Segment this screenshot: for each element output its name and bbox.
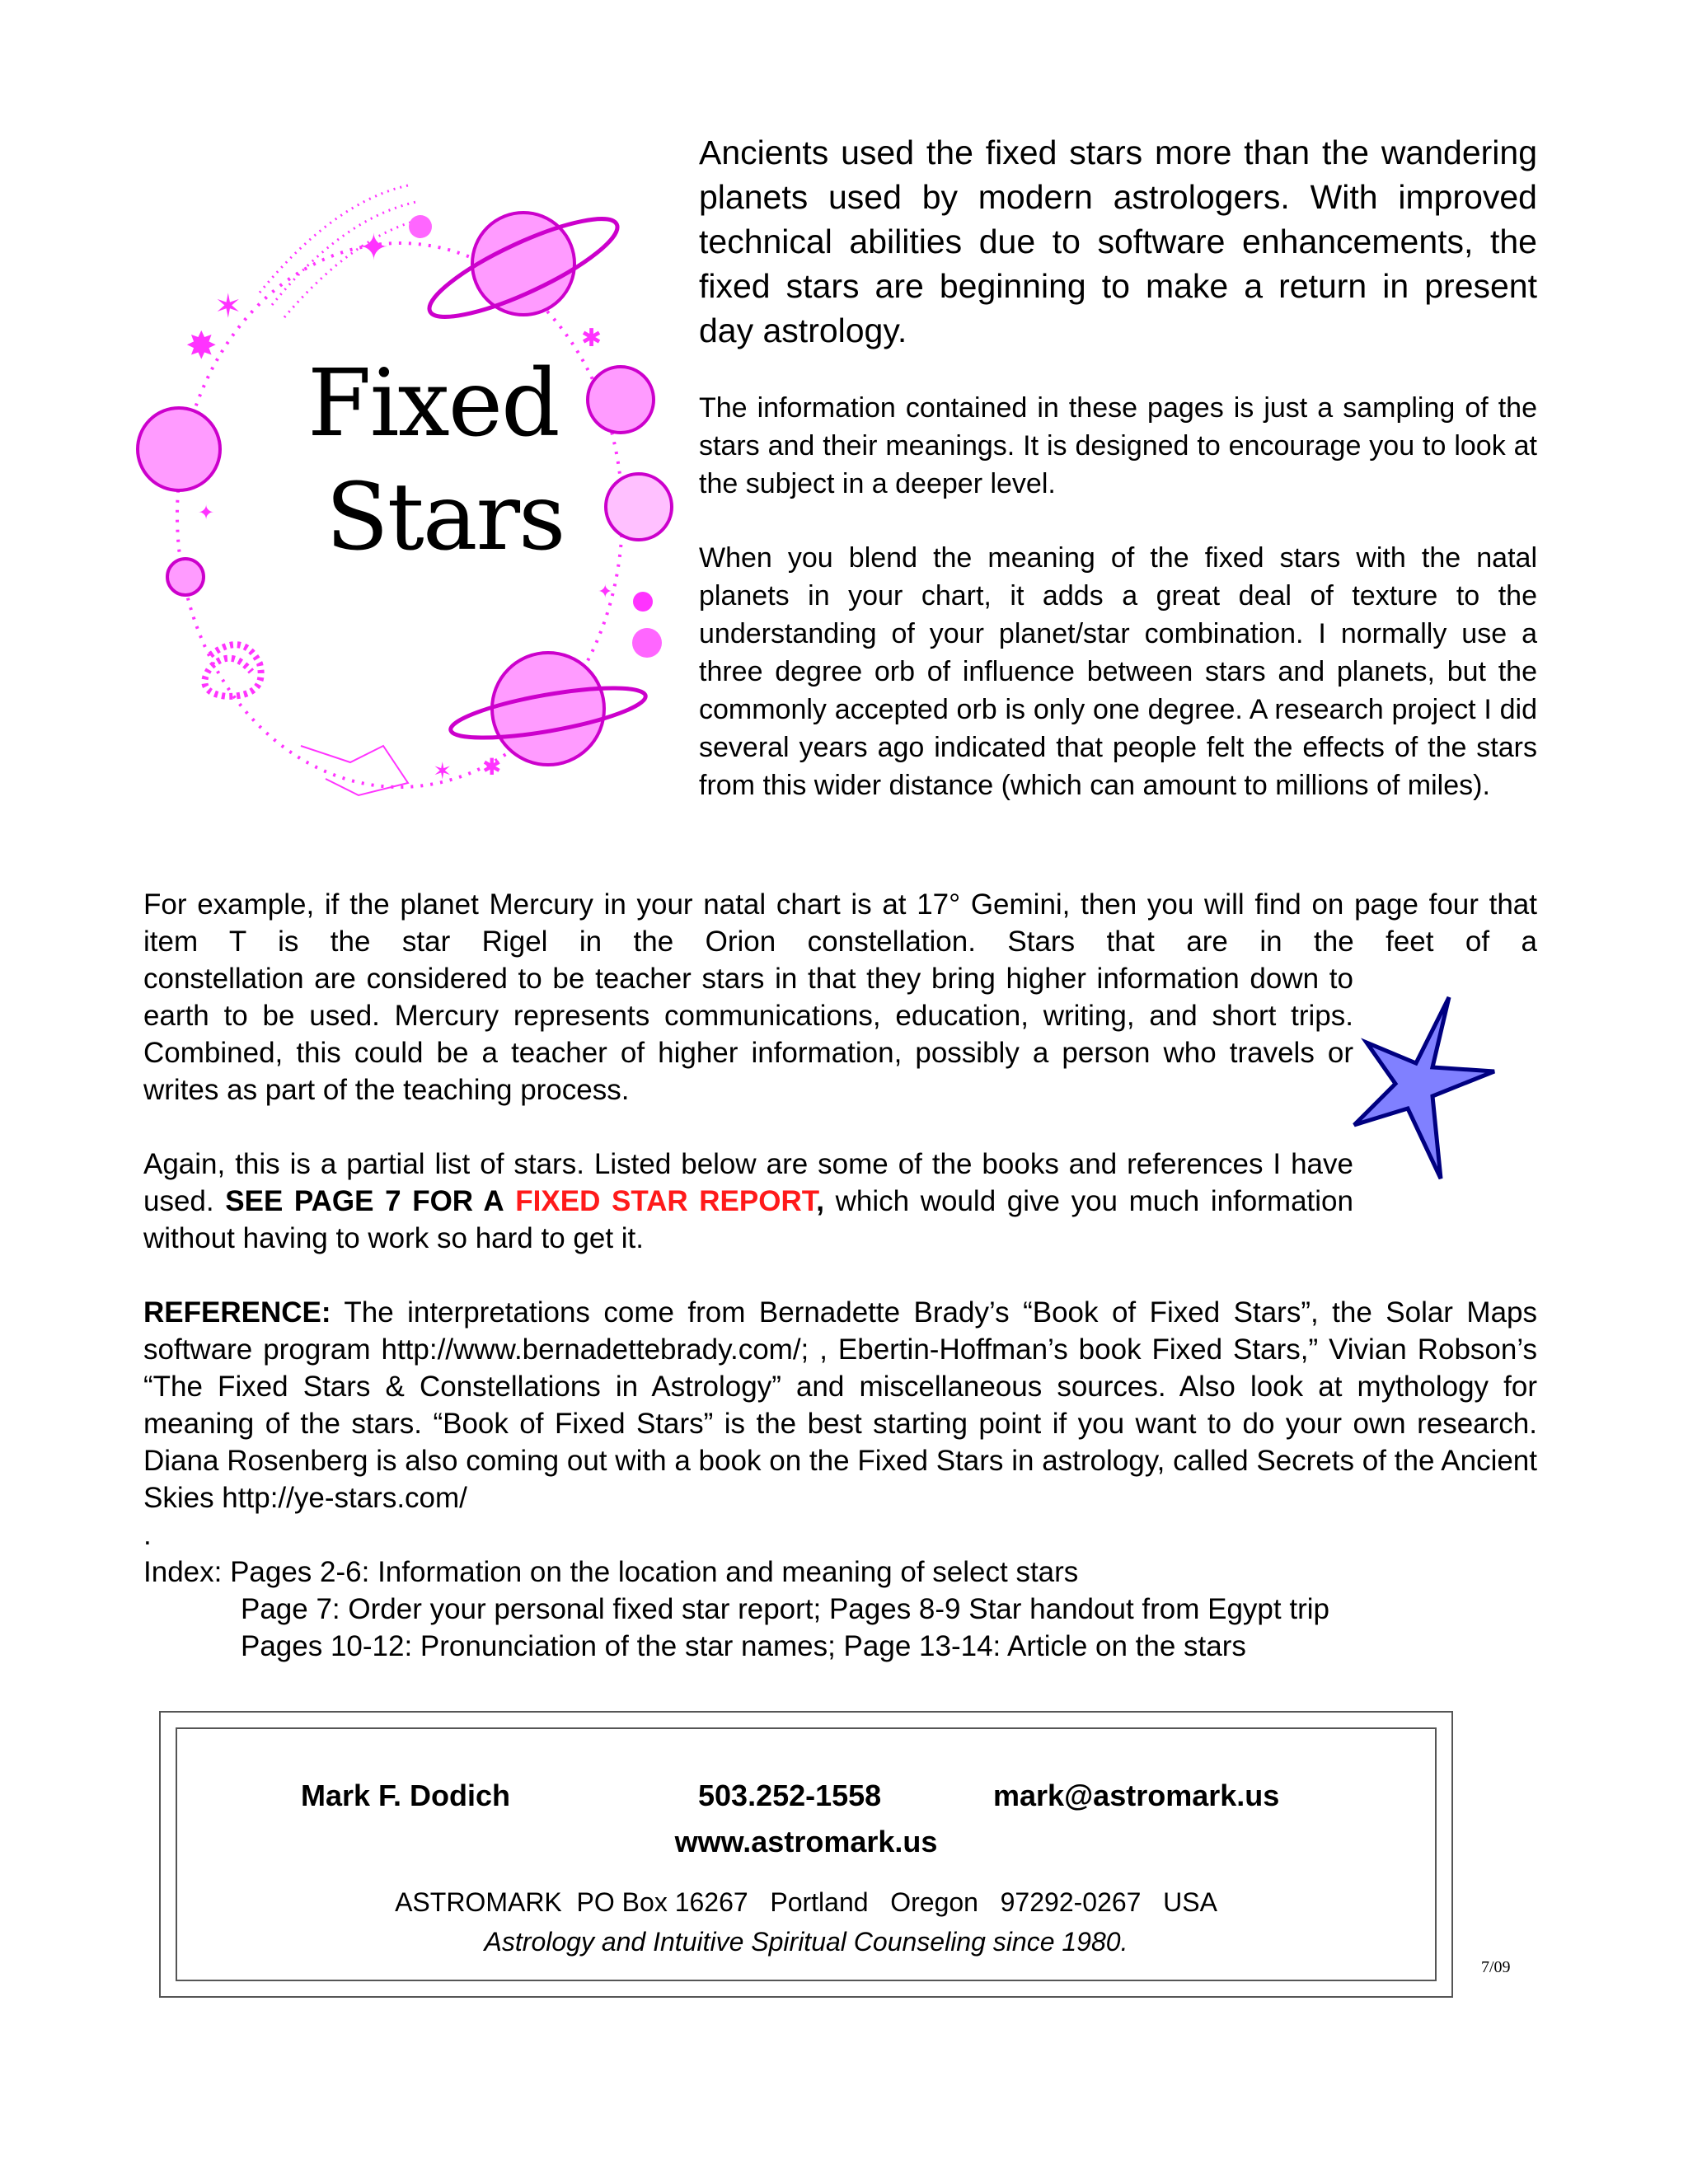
star-icon: ✦ bbox=[359, 227, 389, 268]
fixed-stars-logo bbox=[136, 169, 680, 820]
contact-email[interactable]: mark@astromark.us bbox=[993, 1779, 1280, 1812]
contact-box bbox=[159, 1711, 1453, 1998]
contact-tagline: Astrology and Intuitive Spiritual Counseling since 1980. bbox=[484, 1927, 1128, 1957]
contact-box-inner bbox=[176, 1727, 1437, 1981]
index-row-3: Pages 10-12: Pronunciation of the star names; Page 13-14: Article on the stars bbox=[241, 1630, 1246, 1662]
reference-text: The interpretations come from Bernadette Brady’s “Book of Fixed Stars”, the Solar Maps software program http://www.bernadettebrady.com/; , Ebertin-Hoffman’s book Fixed Stars,” Vivian Robson’s “The Fixed Stars & Constellations in Astrology” and miscellaneous sources. Also look at mythology for meaning of the stars. “Book of Fixed Stars” is the best starting point if you want to do your own research. Diana Rosenberg is also coming out with a book on the Fixed Stars in astrology, called Secrets of the Ancient Skies http://ye-stars.com/ bbox=[143, 1296, 1537, 1514]
star-icon: ✦ bbox=[598, 581, 613, 602]
intro-column bbox=[699, 130, 1537, 841]
dot-line: . bbox=[143, 1519, 152, 1551]
intro-paragraph-sampling: The information contained in these pages is just a sampling of the stars and their meanings. It is designed to encourage you to look at the subject in a deeper level. bbox=[699, 392, 1537, 499]
intro-lead-paragraph: Ancients used the fixed stars more than the wandering planets used by modern astrologers. With improved technical abilities due to software enhancements, the fixed stars are beginning to make a return in present day astrology. bbox=[699, 134, 1537, 349]
example-paragraph-cont: constellation are considered to be teacher stars in that they bring higher information down to earth to be used. Mercury represents communications, education, writing, and short trips. Combined, this could be a teacher of higher information, possibly a person who travels or writes as part of the teaching process. bbox=[143, 963, 1353, 1106]
star-icon: ✶ bbox=[433, 758, 452, 784]
contact-phone[interactable]: 503.252-1558 bbox=[698, 1779, 882, 1812]
planet-icon bbox=[588, 367, 654, 433]
index-row-1: Index: Pages 2-6: Information on the location and meaning of select stars bbox=[143, 1556, 1079, 1588]
planet-icon bbox=[167, 559, 204, 595]
index-list bbox=[143, 1554, 1537, 1665]
see-page-7-text: SEE PAGE 7 FOR A bbox=[225, 1185, 504, 1217]
example-paragraph-head: For example, if the planet Mercury in your natal chart is at 17° Gemini, then you will find on page four that item T is the star Rigel in the Orion constellation. Stars that are in the feet of a bbox=[143, 888, 1537, 958]
logo-title-stars: Stars bbox=[326, 464, 565, 571]
star-icon: ✶ bbox=[214, 288, 242, 325]
contact-name: Mark F. Dodich bbox=[301, 1779, 511, 1812]
reference-paragraph bbox=[143, 1294, 1537, 1516]
star-icon: ✱ bbox=[482, 754, 502, 780]
planet-icon bbox=[606, 474, 672, 540]
planet-icon bbox=[138, 408, 220, 490]
starburst-icon: ✸ bbox=[185, 324, 218, 367]
moon-icon bbox=[409, 215, 432, 238]
fixed-star-report-link[interactable]: FIXED STAR REPORT bbox=[515, 1185, 817, 1217]
main-body bbox=[143, 886, 1537, 1665]
again-paragraph bbox=[143, 1146, 1353, 1257]
star-icon: ✱ bbox=[581, 325, 603, 352]
again-text-end: which would give you much information without having to work so hard to get it. bbox=[143, 1185, 1353, 1254]
index-row-2: Page 7: Order your personal fixed star report; Pages 8-9 Star handout from Egypt trip bbox=[241, 1593, 1329, 1625]
comet-trail bbox=[272, 202, 416, 305]
comma: , bbox=[816, 1185, 824, 1217]
logo-title-fixed: Fixed bbox=[307, 350, 559, 457]
star-icon: ✦ bbox=[198, 502, 215, 524]
contact-address: ASTROMARK PO Box 16267 Portland Oregon 97292-0267 USA bbox=[395, 1887, 1217, 1917]
again-text: Again, this is a partial list of stars. Listed below are some of the books and references I have used. bbox=[143, 1148, 1353, 1217]
moon-icon bbox=[632, 628, 662, 658]
moon-icon bbox=[633, 592, 653, 612]
date-code: 7/09 bbox=[1481, 1958, 1511, 1976]
contact-website[interactable]: www.astromark.us bbox=[674, 1825, 938, 1858]
intro-paragraph-blend: When you blend the meaning of the fixed stars with the natal planets in your chart, it adds a great deal of texture to the understanding of your planet/star combination. I normally use a three degree orb of influence between stars and planets, but the commonly accepted orb is only one degree. A research project I did several years ago indicated that people felt the effects of the stars from this wider distance (which can amount to millions of miles). bbox=[699, 542, 1537, 801]
ringed-planet-icon bbox=[420, 202, 627, 334]
galaxy-swirl-icon bbox=[204, 644, 260, 696]
ringed-planet-icon bbox=[448, 653, 649, 765]
reference-label: REFERENCE: bbox=[143, 1296, 331, 1329]
contact-row bbox=[177, 1779, 1435, 1820]
